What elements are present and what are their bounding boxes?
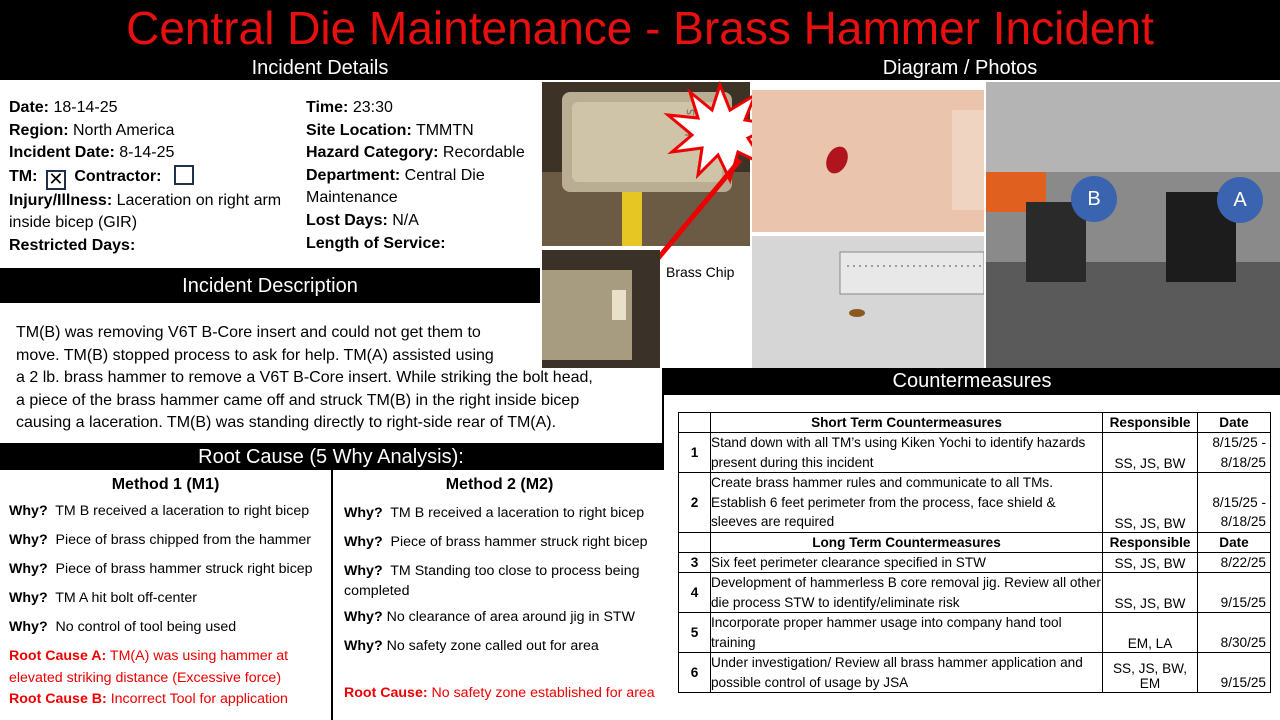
method-2-heading: Method 2 (M2) [445, 476, 554, 493]
why-item: Why? TM B received a laceration to right bicep [344, 505, 645, 521]
countermeasures-header: Countermeasures [664, 368, 1280, 395]
injury-field: Injury/Illness: Laceration on right arm inside bicep (GIR) [9, 191, 282, 232]
table-row: 2 Create brass hammer rules and communicate to all TMs. Establish 6 feet perimeter from the process, face shield & sleeves are required SS, JS, BW 8/15/25 - 8/18/25 [679, 473, 1271, 533]
description-line: causing a laceration. TM(B) was standing directly to right-side rear of TM(A). [16, 414, 557, 431]
hazard-category-field: Hazard Category: Recordable [306, 144, 525, 162]
why-item: Why? TM A hit bolt off-center [9, 590, 197, 606]
date-header: Date [1198, 413, 1271, 433]
description-line: a 2 lb. brass hammer to remove a V6T B-Core insert. While striking the bolt head, [16, 369, 593, 386]
region-field: Region: North America [9, 121, 175, 139]
root-cause: Root Cause: No safety zone established for area [344, 685, 655, 701]
date-field: Date: 18-14-25 [9, 99, 118, 116]
tm-checkbox[interactable]: ✕ [46, 170, 66, 190]
why-item: Why? TM B received a laceration to right bicep [9, 503, 310, 519]
chip-ruler-photo [752, 236, 984, 368]
why-item: Why? TM Standing too close to process being completed [344, 563, 640, 599]
incident-details-header: Incident Details [0, 56, 640, 80]
brass-chip-label: Brass Chip [666, 264, 735, 280]
countermeasures-panel [664, 395, 1280, 720]
table-header-row [679, 532, 1271, 552]
lost-days-field: Lost Days: N/A [306, 211, 419, 229]
root-cause-header: Root Cause (5 Why Analysis): [0, 443, 662, 470]
shop-floor-photo [986, 82, 1280, 368]
incident-date-field: Incident Date: 8-14-25 [9, 144, 175, 162]
table-row: 6 Under investigation/ Review all brass hammer application and possible control of usage by JSA SS, JS, BW, EM 9/15/25 [679, 653, 1271, 693]
table-row: 1 Stand down with all TM’s using Kiken Yochi to identify hazards present during this incident SS, JS, BW 8/15/25 - 8/18/25 [679, 433, 1271, 473]
marker-b: B [1071, 176, 1117, 222]
description-line: move. TM(B) stopped process to ask for help. TM(A) assisted using [16, 346, 494, 364]
tm-contractor-field: TM: ✕ Contractor: [9, 165, 299, 190]
why-item: Why? No control of tool being used [9, 619, 237, 635]
date-header: Date [1198, 532, 1271, 552]
method-2 [335, 470, 664, 720]
short-term-header: Short Term Countermeasures [711, 413, 1103, 433]
root-cause-b: Root Cause B: Incorrect Tool for application [9, 691, 288, 707]
page-title: Central Die Maintenance - Brass Hammer Incident [0, 0, 1280, 56]
why-item: Why? No safety zone called out for area [344, 638, 599, 654]
table-header-row [679, 413, 1271, 433]
method-1-heading: Method 1 (M1) [111, 476, 220, 493]
time-field: Time: 23:30 [306, 99, 393, 116]
table-row: 4 Development of hammerless B core removal jig. Review all other die process STW to identify/eliminate risk SS, JS, BW 9/15/25 [679, 573, 1271, 613]
incident-description-header: Incident Description [0, 268, 540, 303]
site-location-field: Site Location: TMMTN [306, 121, 474, 139]
description-line: a piece of the brass hammer came off and struck TM(B) in the right inside bicep [16, 391, 580, 409]
wound-photo [752, 90, 984, 232]
length-of-service-field: Length of Service: [306, 234, 446, 252]
responsible-header: Responsible [1103, 532, 1198, 552]
marker-a: A [1217, 177, 1263, 223]
countermeasures-table [678, 412, 1271, 693]
responsible-header: Responsible [1103, 413, 1198, 433]
photos-panel [540, 80, 1280, 368]
diagram-photos-header: Diagram / Photos [640, 56, 1280, 80]
restricted-days-field: Restricted Days: [9, 236, 136, 254]
why-item: Why? Piece of brass hammer struck right bicep [344, 534, 648, 550]
contractor-checkbox[interactable] [174, 165, 194, 185]
why-item: Why? Piece of brass hammer struck right bicep [9, 561, 313, 577]
table-row: 3 Six feet perimeter clearance specified in STW SS, JS, BW 8/22/25 [679, 552, 1271, 573]
root-cause-a: Root Cause A: TM(A) was using hammer at elevated striking distance (Excessive force) [9, 648, 289, 686]
method-1 [0, 470, 333, 720]
table-row: 5 Incorporate proper hammer usage into company hand tool training EM, LA 8/30/25 [679, 613, 1271, 653]
department-field: Department: Central Die Maintenance [306, 166, 485, 207]
incident-details-panel [0, 80, 540, 268]
why-item: Why? No clearance of area around jig in STW [344, 609, 635, 625]
why-item: Why? Piece of brass chipped from the hammer [9, 532, 312, 548]
root-cause-panel [0, 470, 664, 720]
long-term-header: Long Term Countermeasures [711, 532, 1103, 552]
description-line: TM(B) was removing V6T B-Core insert and could not get them to [16, 324, 481, 341]
chip-closeup-photo [542, 250, 660, 368]
